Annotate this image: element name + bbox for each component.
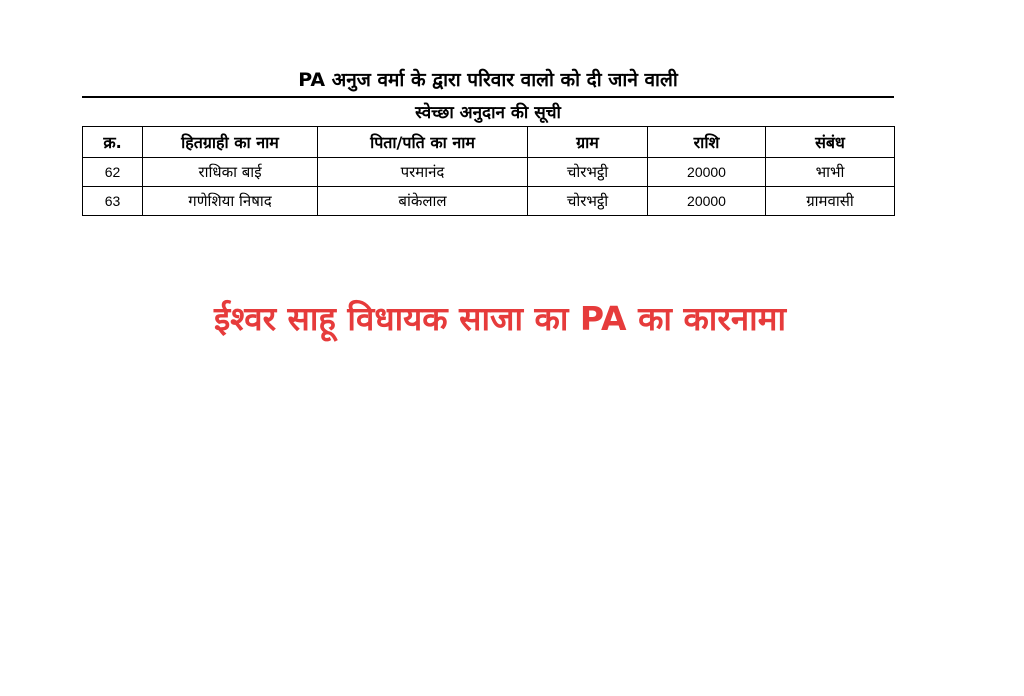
cell-serial-number: 62 — [83, 158, 143, 187]
title-underline — [82, 96, 894, 98]
cell-village: चोरभट्ठी — [528, 158, 648, 187]
header-village: ग्राम — [528, 127, 648, 158]
table-header-row — [83, 127, 895, 158]
cell-beneficiary-name: गणेशिया निषाद — [143, 187, 318, 216]
cell-village: चोरभट्ठी — [528, 187, 648, 216]
table-row — [83, 158, 895, 187]
cell-serial-number: 63 — [83, 187, 143, 216]
header-relation: संबंध — [766, 127, 895, 158]
cell-amount: 20000 — [648, 158, 766, 187]
header-amount: राशि — [648, 127, 766, 158]
grant-list-table — [82, 126, 895, 216]
document-title: PA अनुज वर्मा के द्वारा परिवार वालो को दी जाने वाली — [298, 69, 678, 91]
cell-amount: 20000 — [648, 187, 766, 216]
cell-relation: भाभी — [766, 158, 895, 187]
header-father-husband-name: पिता/पति का नाम — [318, 127, 528, 158]
header-serial-number: क्र. — [83, 127, 143, 158]
header-beneficiary-name: हितग्राही का नाम — [143, 127, 318, 158]
document-subtitle: स्वेच्छा अनुदान की सूची — [415, 103, 561, 123]
cell-beneficiary-name: राधिका बाई — [143, 158, 318, 187]
cell-relation: ग्रामवासी — [766, 187, 895, 216]
cell-father-husband-name: परमानंद — [318, 158, 528, 187]
cell-father-husband-name: बांकेलाल — [318, 187, 528, 216]
table-row — [83, 187, 895, 216]
red-headline-caption: ईश्वर साहू विधायक साजा का PA का कारनामा — [214, 299, 786, 338]
